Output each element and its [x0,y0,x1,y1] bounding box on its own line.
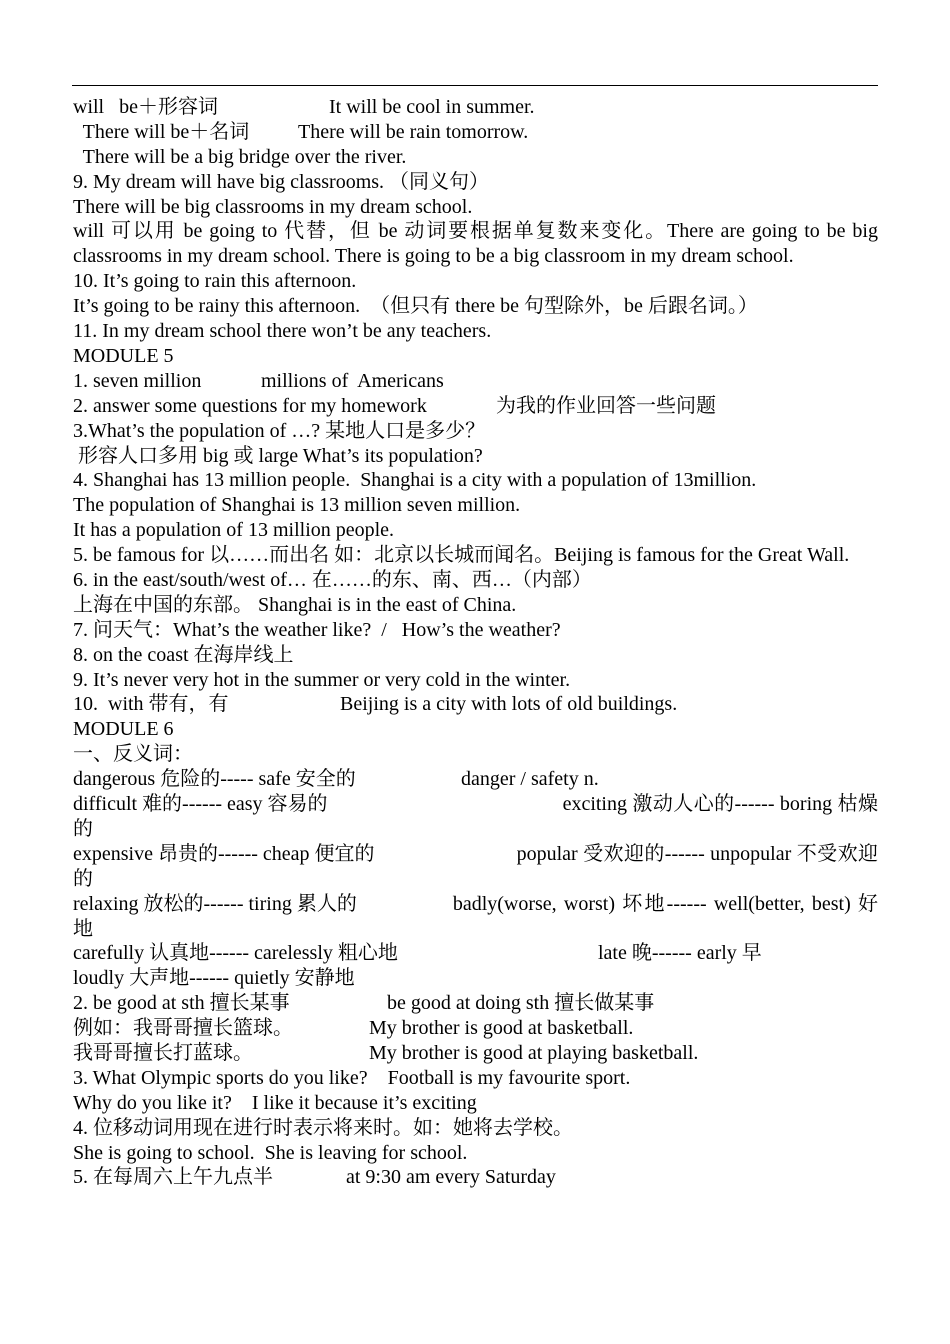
text-line: 4. 位移动词用现在进行时表示将来时。如：她将去学校。 [73,1116,573,1139]
text-line: 6. in the east/south/west of… 在……的东、南、西…（内部） [73,568,592,591]
text-line: There will be＋名词 There will be rain tomorrow. [73,120,529,143]
text-line: will be＋形容词 It will be cool in summer. [73,96,535,118]
text-line: 9. My dream will have big classrooms. （同义句） [73,170,490,193]
text-line: carefully 认真地------ carelessly 粗心地 late 晚------ early 早 [73,942,762,965]
text-line: 1. seven million millions of Americans [73,369,444,392]
text-line: 4. Shanghai has 13 million people. Shanghai is a city with a population of 13million. [73,469,757,492]
text-line: 例如：我哥哥擅长篮球。 My brother is good at basketball. [73,1017,634,1040]
header-rule [72,85,878,86]
text-paragraph: difficult 难的------ easy 容易的 exciting 激动人心的------ boring 枯燥的 [73,792,878,840]
text-line: Why do you like it? I like it because it’s exciting [73,1091,477,1114]
text-line: The population of Shanghai is 13 million seven million. [73,494,521,517]
text-line: There will be a big bridge over the river. [73,145,407,168]
text-line: 8. on the coast 在海岸线上 [73,643,294,666]
text-line: 我哥哥擅长打蓝球。 My brother is good at playing basketball. [73,1041,699,1064]
text-line: 一、反义词： [73,743,193,766]
text-line: 上海在中国的东部。 Shanghai is in the east of China. [73,593,517,616]
document-body [73,95,878,1190]
module-heading: MODULE 5 [73,344,174,367]
module-heading: MODULE 6 [73,718,174,741]
text-line: It has a population of 13 million people. [73,519,395,542]
text-paragraph: will 可以用 be going to 代替，但 be 动词要根据单复数来变化。There are going to be big classrooms in my dream school. There is going to be a big classroom in my dream school. [73,220,878,268]
text-line: 10. with 带有，有 Beijing is a city with lots of old buildings. [73,693,678,716]
text-line: 7. 问天气：What’s the weather like? / How’s the weather? [73,618,561,641]
text-line: 形容人口多用 big 或 large What’s its population? [73,444,483,467]
text-line: 3. What Olympic sports do you like? Football is my favourite sport. [73,1066,631,1089]
text-line: She is going to school. She is leaving for school. [73,1141,468,1164]
text-line: 9. It’s never very hot in the summer or very cold in the winter. [73,668,571,691]
text-line: loudly 大声地------ quietly 安静地 [73,967,355,990]
text-line: 5. 在每周六上午九点半 at 9:30 am every Saturday [73,1166,556,1189]
text-line: 2. answer some questions for my homework 为我的作业回答一些问题 [73,394,716,417]
text-line: There will be big classrooms in my dream school. [73,195,473,218]
text-line: 10. It’s going to rain this afternoon. [73,270,357,293]
text-paragraph: expensive 昂贵的------ cheap 便宜的 popular 受欢迎的------ unpopular 不受欢迎的 [73,842,878,890]
text-line: 11. In my dream school there won’t be any teachers. [73,320,492,343]
text-paragraph: 5. be famous for 以……而出名 如：北京以长城而闻名。Beijing is famous for the Great Wall. [73,544,850,567]
text-line: dangerous 危险的----- safe 安全的 danger / safety n. [73,768,599,791]
text-paragraph: relaxing 放松的------ tiring 累人的 badly(worse, worst) 坏地------ well(better, best) 好地 [73,892,878,940]
text-line: It’s going to be rainy this afternoon. （但只有 there be 句型除外，be 后跟名词。） [73,295,758,318]
text-line: 2. be good at sth 擅长某事 be good at doing sth 擅长做某事 [73,992,655,1015]
text-line: 3.What’s the population of …? 某地人口是多少？ [73,419,486,442]
